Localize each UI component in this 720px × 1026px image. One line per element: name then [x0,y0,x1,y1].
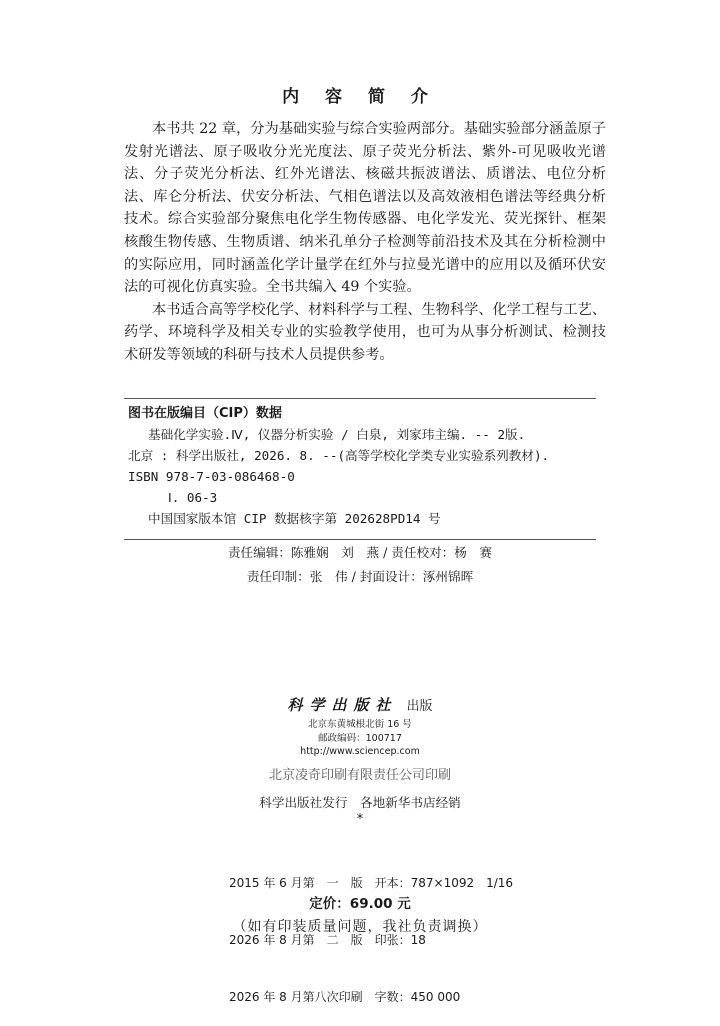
edition-line: 2026 年 8 月第 二 版 印张：18 [229,933,426,947]
cip-classification: Ⅰ. 06-3 [168,490,218,505]
editors-line: 责任编辑：陈雅娴 刘 燕 / 责任校对：杨 赛 [227,545,493,560]
printer-line: 北京凌奇印刷有限责任公司印刷 [268,768,451,783]
cip-bottom-divider [124,539,596,540]
quality-note: （如有印装质量问题，我社负责调换） [232,919,488,935]
edition-line: 2015 年 6 月第 一 版 开本：787×1092 1/16 [229,876,514,890]
cip-publisher-line: 北京 : 科学出版社, 2026. 8. --(高等学校化学类专业实验系列教材). [128,448,550,463]
publisher-address: 北京东黄城根北街 16 号 [308,719,412,730]
abstract-paragraph: 本书适合高等学校化学、材料科学与工程、生物科学、化学工程与工艺、药学、环境科学及相关专业的实验教学使用，也可为从事分析测试、检测技术研发等领域的科研与技术人员提供参考。 [124,301,607,363]
cip-heading: 图书在版编目（CIP）数据 [128,406,282,421]
page-title: 内 容 简 介 [282,87,438,107]
publisher-suffix: 出版 [406,699,433,714]
cip-title-line: 基础化学实验.Ⅳ, 仪器分析实验 / 白泉, 刘家玮主编. -- 2版. [148,427,526,442]
publisher-postcode: 邮政编码：100717 [318,733,402,744]
publisher-logo-text: 科学出版社 [287,696,398,714]
distribution-line: 科学出版社发行 各地新华书店经销 [259,795,461,810]
publisher-url: http://www.sciencep.com [300,746,420,757]
production-line: 责任印制：张 伟 / 封面设计：涿州锦晖 [246,569,474,584]
edition-line: 2026 年 8 月第八次印刷 字数：450 000 [229,990,461,1004]
cip-isbn: ISBN 978-7-03-086468-0 [128,469,295,484]
separator-star: * [356,812,364,827]
publisher-imprint [0,694,720,715]
cip-top-divider [124,398,596,399]
cip-block [128,404,598,529]
abstract-paragraph: 本书共 22 章，分为基础实验与综合实验两部分。基础实验部分涵盖原子发射光谱法、原子吸收分光光度法、原子荧光分析法、紫外-可见吸收光谱法、分子荧光分析法、红外光谱法、核磁共振波谱法、质谱法、电位分析法、库仑分析法、伏安分析法、气相色谱法以及高效液相色谱法等经典分析技术。综合实验部分聚焦电化学生物传感器、电化学发光、荧光探针、框架核酸生物传感、生物质谱、纳米孔单分子检测等前沿技术及其在分析检测中的实际应用，同时涵盖化学计量学在红外与拉曼光谱中的应用以及循环伏安法的可视化仿真实验。全书共编入 49 个实验。 [124,121,606,296]
price: 定价：69.00 元 [309,896,411,912]
cip-record-number: 中国国家版本馆 CIP 数据核字第 202628PD14 号 [148,511,441,526]
abstract [124,118,606,367]
